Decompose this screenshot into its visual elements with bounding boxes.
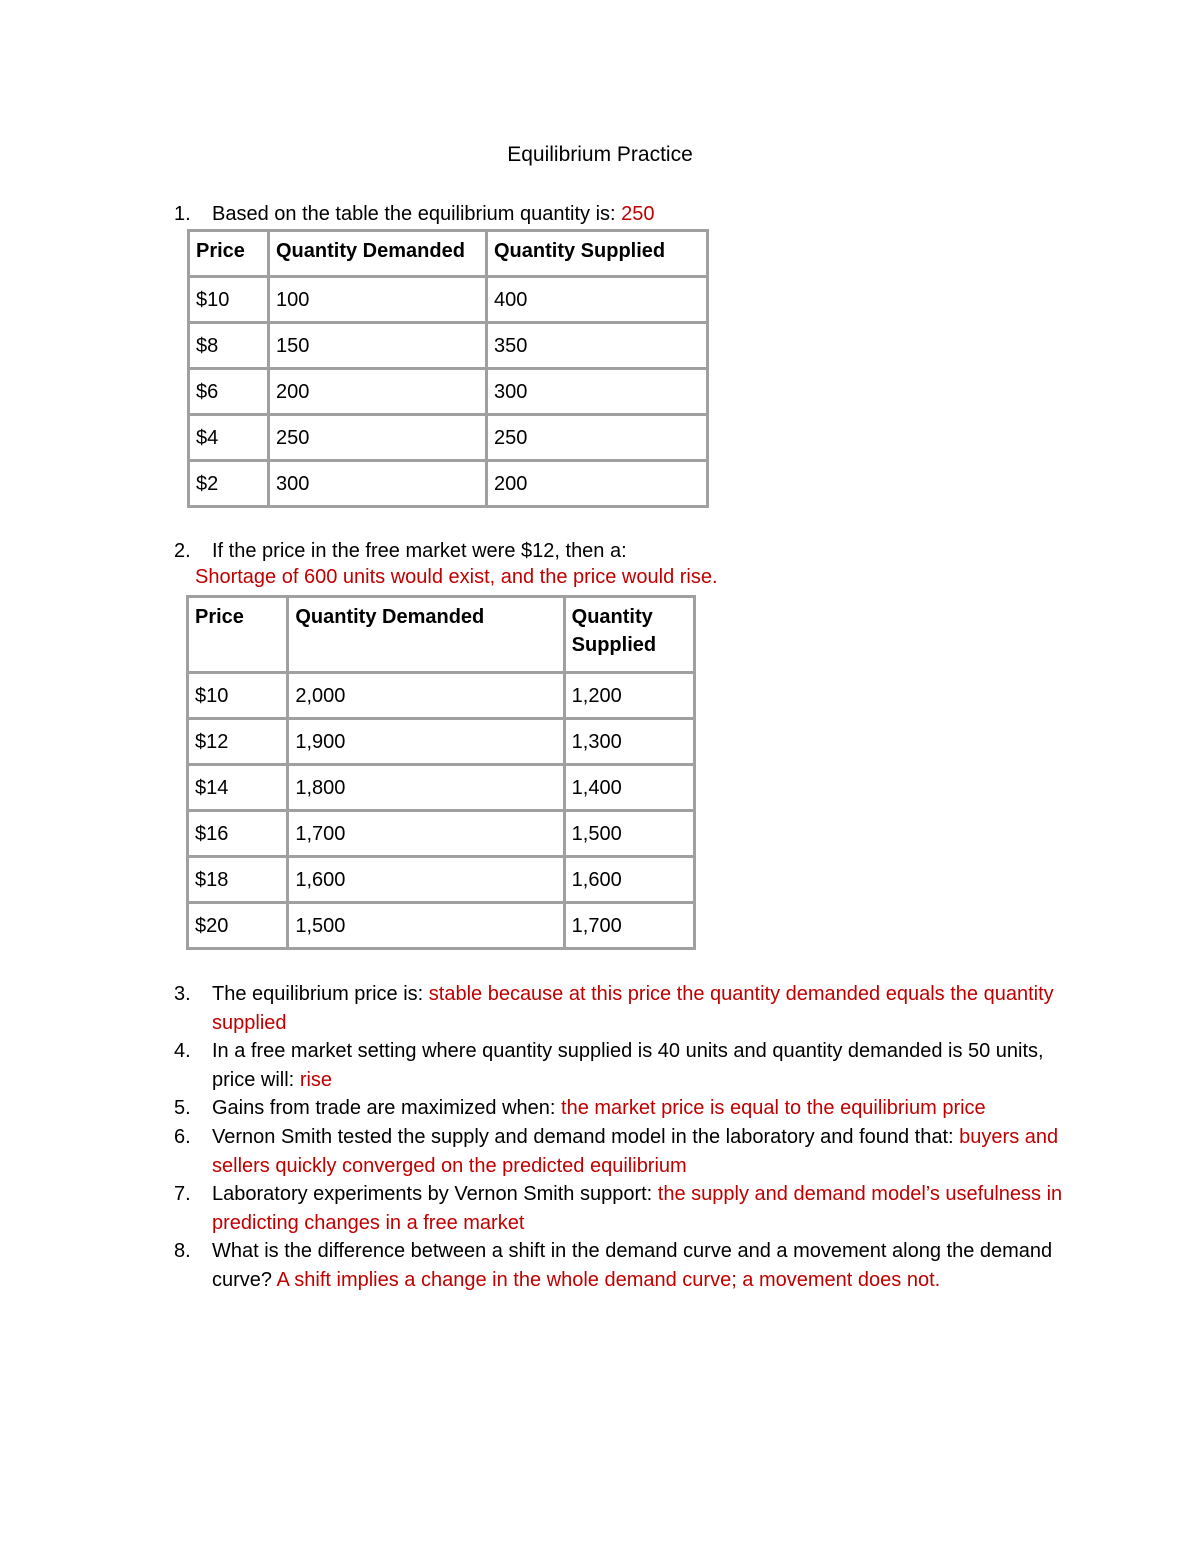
question-1 (174, 200, 1074, 229)
table-cell: 2,000 (288, 673, 564, 719)
question-text: If the price in the free market were $12, then a: (212, 540, 627, 562)
table-row (188, 719, 695, 765)
table-cell: $10 (188, 673, 288, 719)
list-item (174, 980, 1074, 1037)
table-cell: 200 (487, 461, 708, 507)
table-cell: 150 (269, 323, 487, 369)
answer-text: A shift implies a change in the whole demand curve; a movement does not. (276, 1268, 941, 1291)
question-number: 8. (174, 1240, 191, 1263)
table-cell: 1,800 (288, 765, 564, 811)
table-cell: 1,700 (288, 811, 564, 857)
table-cell: $14 (188, 765, 288, 811)
question-number: 6. (174, 1125, 191, 1148)
table-cell: 1,700 (564, 903, 694, 949)
table-cell: 1,400 (564, 765, 694, 811)
header-cell: Quantity Demanded (288, 597, 564, 673)
table-header-row (189, 231, 708, 277)
question-2 (174, 537, 1074, 566)
list-item (174, 1094, 1074, 1123)
answer-text: stable because at this price the quantity demanded equals the quantity supplied (212, 983, 1054, 1034)
table-cell: 300 (269, 461, 487, 507)
table-cell: 250 (487, 415, 708, 461)
table-cell: 1,200 (564, 673, 694, 719)
table-cell: $2 (189, 461, 269, 507)
table-row (188, 857, 695, 903)
table-cell: 1,900 (288, 719, 564, 765)
header-cell: Price (189, 231, 269, 277)
table-cell: $20 (188, 903, 288, 949)
answer-text: buyers and sellers quickly converged on the predicted equilibrium (212, 1125, 1059, 1177)
question-number: 2. (174, 540, 191, 562)
table-row (188, 673, 695, 719)
table-row (188, 903, 695, 949)
question-text: The equilibrium price is: (212, 983, 424, 1005)
table-cell: 350 (487, 323, 708, 369)
answer-text: the supply and demand model’s usefulness in predicting changes in a free market (212, 1183, 1063, 1234)
table-cell: 1,500 (288, 903, 564, 949)
question-text: What is the difference between a shift in the demand curve and a movement along the demand curve? (212, 1240, 1053, 1291)
table-row (189, 323, 708, 369)
question-number: 3. (174, 983, 191, 1005)
table-cell: $10 (189, 277, 269, 323)
list-item (174, 1123, 1074, 1180)
question-number: 4. (174, 1040, 191, 1063)
table-row (189, 369, 708, 415)
question-list (174, 980, 1074, 1295)
table-cell: 1,300 (564, 719, 694, 765)
question-text: Based on the table the equilibrium quantity is: (212, 203, 616, 225)
answer-text: 250 (621, 203, 655, 225)
table-cell: 300 (487, 369, 708, 415)
table-row (188, 765, 695, 811)
answer-text: Shortage of 600 units would exist, and the price would rise. (195, 566, 718, 588)
header-cell: Quantity Supplied (564, 597, 694, 673)
table-cell: $12 (188, 719, 288, 765)
table-cell: $16 (188, 811, 288, 857)
table-row (188, 811, 695, 857)
table-cell: 200 (269, 369, 487, 415)
table-row (189, 415, 708, 461)
table-row (189, 461, 708, 507)
table-cell: $8 (189, 323, 269, 369)
answer-text: the market price is equal to the equilibrium price (561, 1097, 986, 1120)
header-cell: Quantity Supplied (487, 231, 708, 277)
question-text: Laboratory experiments by Vernon Smith support: (212, 1183, 653, 1206)
supply-demand-table-1 (187, 229, 709, 508)
table-cell: 1,600 (564, 857, 694, 903)
page-title: Equilibrium Practice (507, 143, 693, 166)
question-number: 1. (174, 203, 191, 225)
table-cell: 1,600 (288, 857, 564, 903)
question-text: Gains from trade are maximized when: (212, 1097, 556, 1120)
list-item (174, 1237, 1074, 1294)
question-number: 7. (174, 1183, 191, 1206)
answer-text: rise (299, 1068, 333, 1091)
list-item (174, 1037, 1074, 1094)
table-cell: 250 (269, 415, 487, 461)
table-cell: $18 (188, 857, 288, 903)
table-header-row (188, 597, 695, 673)
table-cell: $4 (189, 415, 269, 461)
supply-demand-table-2 (186, 595, 696, 950)
table-cell: 100 (269, 277, 487, 323)
question-text: In a free market setting where quantity supplied is 40 units and quantity demanded is 50 units, price will: (212, 1040, 1044, 1091)
header-cell: Price (188, 597, 288, 673)
header-cell: Quantity Demanded (269, 231, 487, 277)
question-number: 5. (174, 1097, 191, 1120)
table-cell: $6 (189, 369, 269, 415)
table-row (189, 277, 708, 323)
table-cell: 400 (487, 277, 708, 323)
list-item (174, 1180, 1074, 1237)
question-text: Vernon Smith tested the supply and demand model in the laboratory and found that: (212, 1125, 954, 1148)
table-cell: 1,500 (564, 811, 694, 857)
